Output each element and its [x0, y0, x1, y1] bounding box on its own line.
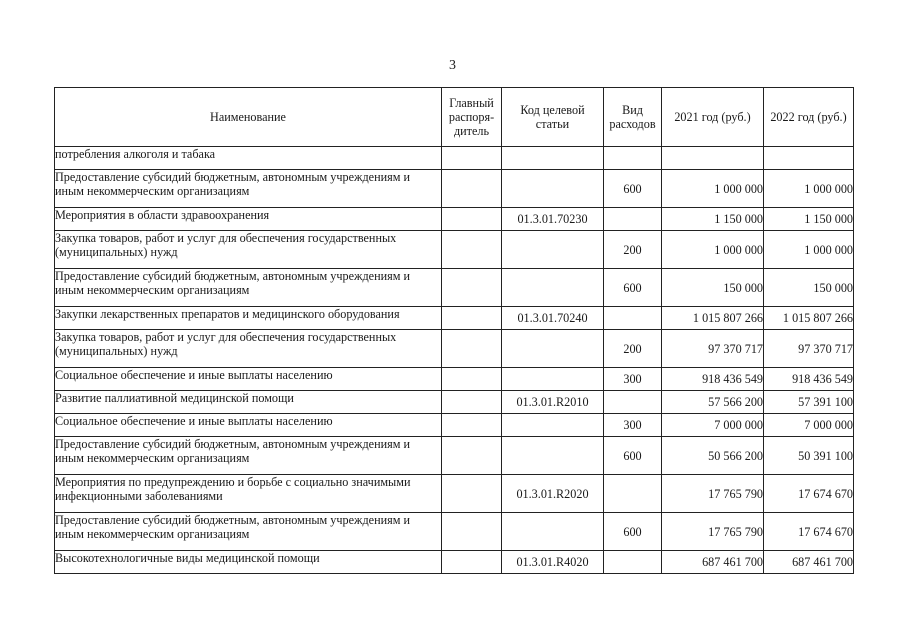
cell-y2021: 57 566 200 [662, 391, 764, 414]
cell-name: потребления алкоголя и табака [55, 147, 442, 170]
cell-y2022: 57 391 100 [764, 391, 854, 414]
table-row [55, 551, 854, 574]
cell-y2022: 1 000 000 [764, 170, 854, 208]
cell-chief [442, 307, 502, 330]
table-row [55, 170, 854, 208]
cell-name: Предоставление субсидий бюджетным, автономным учреждениям и иным некоммерческим организациям [55, 269, 442, 307]
cell-y2022 [764, 147, 854, 170]
cell-y2021: 7 000 000 [662, 414, 764, 437]
cell-y2022: 1 150 000 [764, 208, 854, 231]
cell-y2021: 17 765 790 [662, 513, 764, 551]
cell-y2021: 1 000 000 [662, 231, 764, 269]
cell-name: Предоставление субсидий бюджетным, автономным учреждениям и иным некоммерческим организациям [55, 513, 442, 551]
cell-y2022: 17 674 670 [764, 475, 854, 513]
cell-kind: 600 [604, 513, 662, 551]
header-kind: Вид расходов [604, 88, 662, 147]
table-row [55, 513, 854, 551]
header-code: Код целевой статьи [502, 88, 604, 147]
cell-code: 01.3.01.R2020 [502, 475, 604, 513]
table-row [55, 330, 854, 368]
cell-kind: 600 [604, 269, 662, 307]
cell-kind: 300 [604, 414, 662, 437]
cell-chief [442, 391, 502, 414]
cell-kind: 200 [604, 330, 662, 368]
cell-kind [604, 147, 662, 170]
cell-kind [604, 208, 662, 231]
cell-code [502, 170, 604, 208]
cell-y2022: 50 391 100 [764, 437, 854, 475]
cell-y2022: 7 000 000 [764, 414, 854, 437]
cell-y2021: 1 015 807 266 [662, 307, 764, 330]
table-row [55, 437, 854, 475]
cell-chief [442, 147, 502, 170]
cell-y2022: 1 015 807 266 [764, 307, 854, 330]
table-row [55, 231, 854, 269]
cell-code [502, 330, 604, 368]
cell-code [502, 269, 604, 307]
table-header-row [55, 88, 854, 147]
cell-chief [442, 551, 502, 574]
table-row [55, 208, 854, 231]
cell-name: Развитие паллиативной медицинской помощи [55, 391, 442, 414]
cell-chief [442, 475, 502, 513]
table-row [55, 307, 854, 330]
cell-name: Закупки лекарственных препаратов и медицинского оборудования [55, 307, 442, 330]
cell-chief [442, 170, 502, 208]
header-2022: 2022 год (руб.) [764, 88, 854, 147]
cell-name: Закупка товаров, работ и услуг для обеспечения государственных (муниципальных) нужд [55, 231, 442, 269]
table-row [55, 147, 854, 170]
cell-kind [604, 475, 662, 513]
cell-kind: 600 [604, 170, 662, 208]
cell-name: Мероприятия в области здравоохранения [55, 208, 442, 231]
cell-y2022: 687 461 700 [764, 551, 854, 574]
cell-code: 01.3.01.70240 [502, 307, 604, 330]
header-chief: Главный распоря-дитель [442, 88, 502, 147]
header-name: Наименование [55, 88, 442, 147]
cell-chief [442, 368, 502, 391]
table-row [55, 368, 854, 391]
cell-y2021: 687 461 700 [662, 551, 764, 574]
cell-code [502, 414, 604, 437]
cell-name: Предоставление субсидий бюджетным, автономным учреждениям и иным некоммерческим организациям [55, 437, 442, 475]
cell-y2021: 97 370 717 [662, 330, 764, 368]
cell-code [502, 368, 604, 391]
table-row [55, 269, 854, 307]
cell-name: Социальное обеспечение и иные выплаты населению [55, 414, 442, 437]
cell-y2022: 918 436 549 [764, 368, 854, 391]
header-2021: 2021 год (руб.) [662, 88, 764, 147]
cell-code [502, 437, 604, 475]
table-row [55, 475, 854, 513]
cell-kind: 300 [604, 368, 662, 391]
cell-y2021: 918 436 549 [662, 368, 764, 391]
cell-kind [604, 391, 662, 414]
table-row [55, 391, 854, 414]
cell-code: 01.3.01.R4020 [502, 551, 604, 574]
cell-kind: 600 [604, 437, 662, 475]
cell-name: Предоставление субсидий бюджетным, автономным учреждениям и иным некоммерческим организациям [55, 170, 442, 208]
cell-kind: 200 [604, 231, 662, 269]
cell-chief [442, 513, 502, 551]
cell-y2021: 1 150 000 [662, 208, 764, 231]
cell-name: Высокотехнологичные виды медицинской помощи [55, 551, 442, 574]
cell-code: 01.3.01.R2010 [502, 391, 604, 414]
cell-code [502, 147, 604, 170]
cell-y2021: 150 000 [662, 269, 764, 307]
budget-table [54, 87, 854, 574]
page-number: 3 [449, 58, 456, 73]
cell-y2021 [662, 147, 764, 170]
cell-y2022: 17 674 670 [764, 513, 854, 551]
cell-code [502, 513, 604, 551]
cell-name: Мероприятия по предупреждению и борьбе с социально значимыми инфекционными заболеваниями [55, 475, 442, 513]
cell-y2022: 97 370 717 [764, 330, 854, 368]
cell-chief [442, 437, 502, 475]
cell-name: Закупка товаров, работ и услуг для обеспечения государственных (муниципальных) нужд [55, 330, 442, 368]
cell-y2022: 150 000 [764, 269, 854, 307]
cell-chief [442, 414, 502, 437]
cell-code [502, 231, 604, 269]
cell-y2021: 1 000 000 [662, 170, 764, 208]
cell-y2021: 17 765 790 [662, 475, 764, 513]
cell-name: Социальное обеспечение и иные выплаты населению [55, 368, 442, 391]
cell-kind [604, 307, 662, 330]
cell-chief [442, 208, 502, 231]
cell-y2021: 50 566 200 [662, 437, 764, 475]
cell-y2022: 1 000 000 [764, 231, 854, 269]
cell-code: 01.3.01.70230 [502, 208, 604, 231]
cell-chief [442, 330, 502, 368]
table-row [55, 414, 854, 437]
cell-kind [604, 551, 662, 574]
cell-chief [442, 231, 502, 269]
cell-chief [442, 269, 502, 307]
